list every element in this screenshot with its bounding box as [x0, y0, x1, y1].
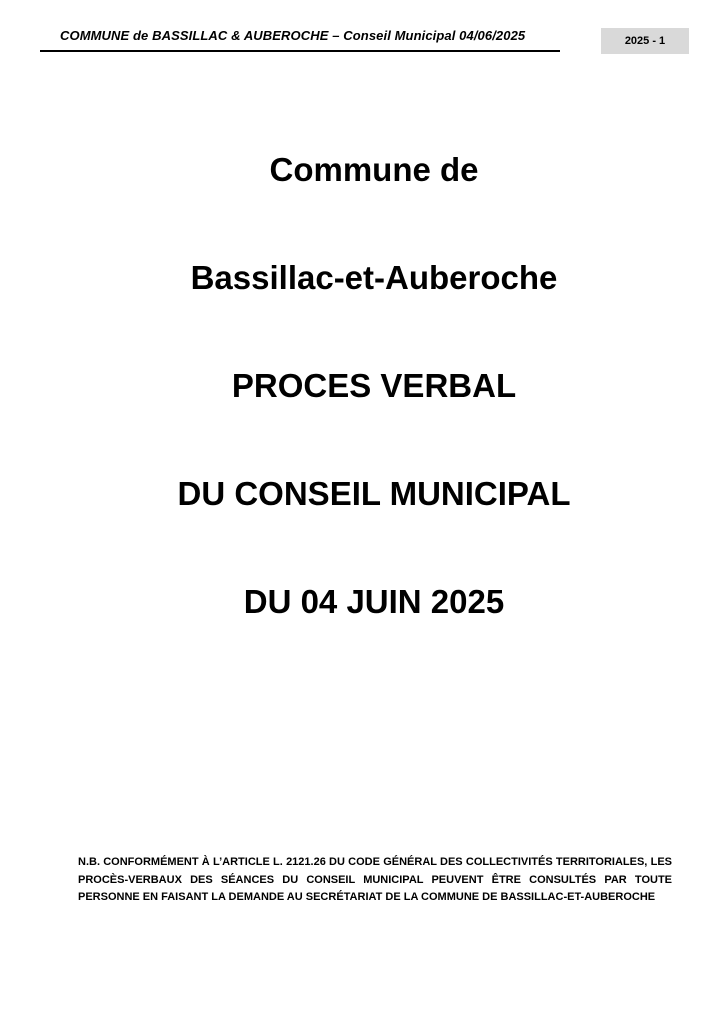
page-header	[40, 26, 560, 52]
title-date: DU 04 JUIN 2025	[243, 583, 505, 620]
title-proces-verbal: PROCES VERBAL	[231, 367, 517, 404]
header-title: COMMUNE de BASSILLAC & AUBEROCHE – Conseil Municipal 04/06/2025	[60, 28, 526, 43]
title-commune: Commune de	[269, 151, 479, 188]
page-number-badge: 2025 - 1	[601, 28, 689, 54]
title-conseil-municipal: DU CONSEIL MUNICIPAL	[177, 475, 571, 512]
legal-note: N.B. CONFORMÉMENT À L’ARTICLE L. 2121.26 DU CODE GÉNÉRAL DES COLLECTIVITÉS TERRITORIALES, LES PROCÈS-VERBAUX DES SÉANCES DU CONSEIL MUNICIPAL PEUVENT ÊTRE CONSULTÉS PAR TOUTE PERSONNE EN FAISANT LA DEMANDE AU SECRÉTARIAT DE LA COMMUNE DE BASSILLAC-ET-AUBEROCHE	[78, 856, 672, 903]
title-block	[40, 146, 708, 686]
title-commune-name: Bassillac-et-Auberoche	[190, 259, 558, 296]
header-rule	[40, 50, 560, 52]
